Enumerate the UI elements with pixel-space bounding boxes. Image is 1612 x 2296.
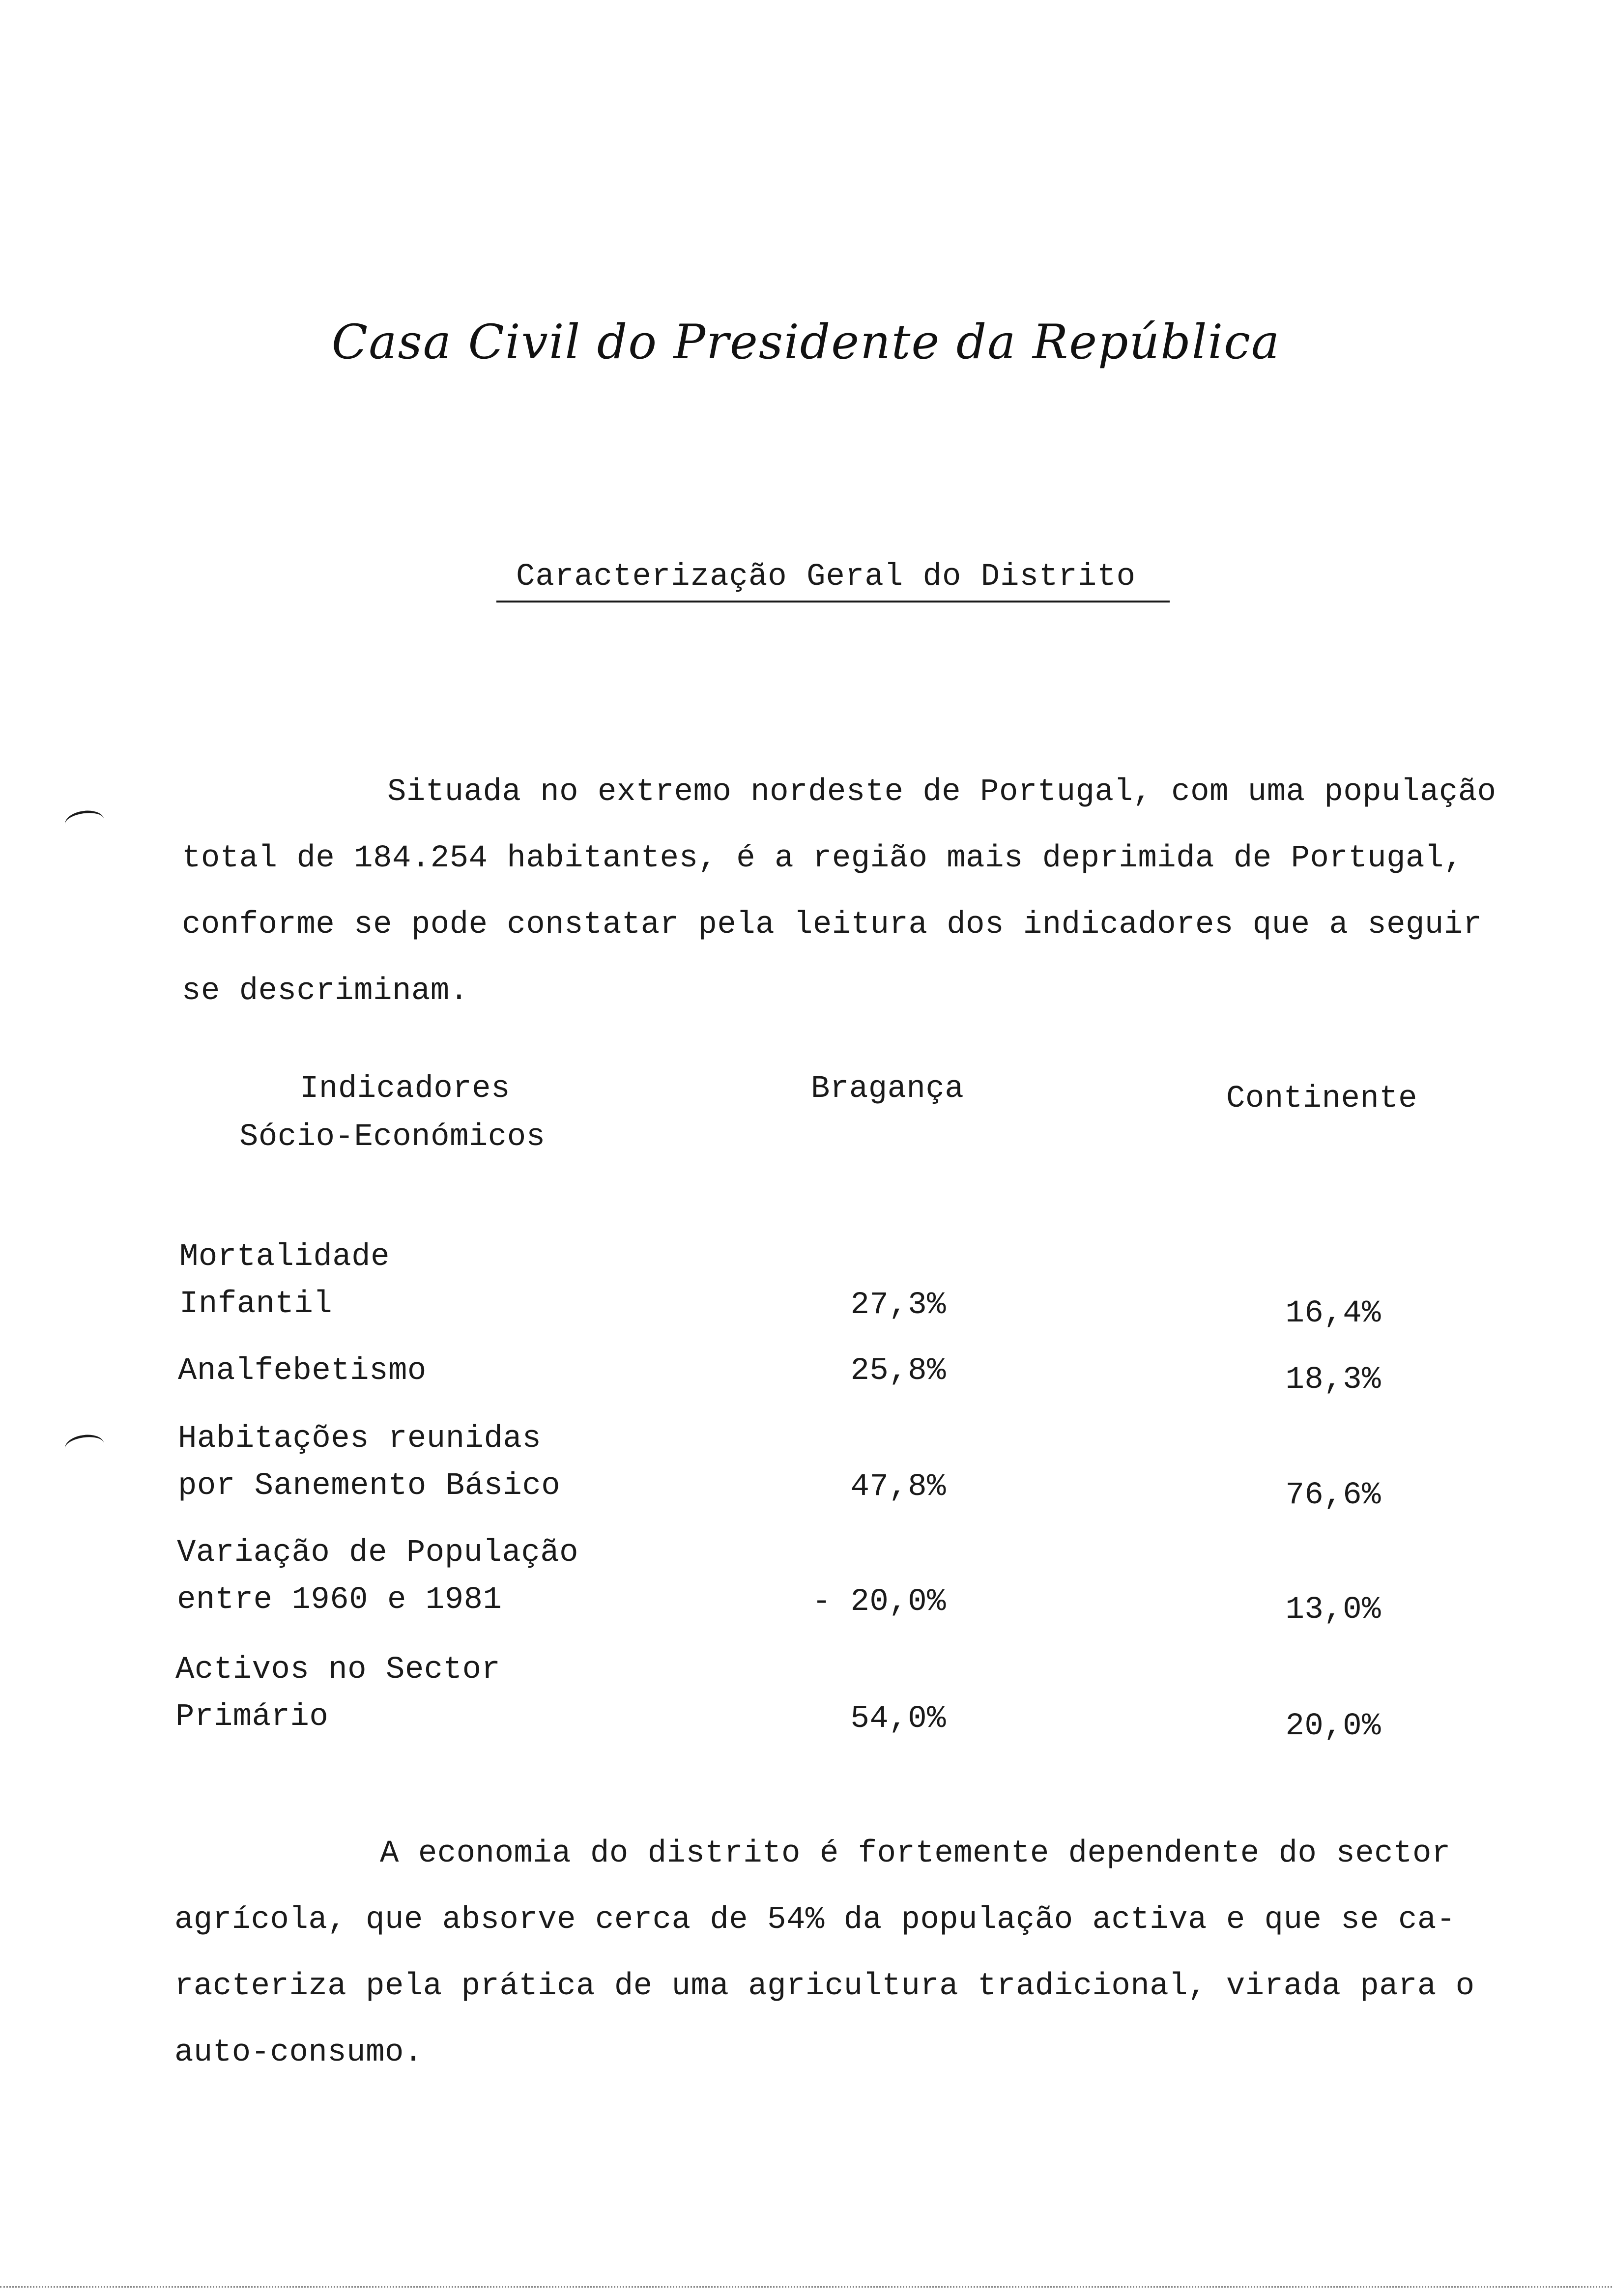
document-title: Caracterização Geral do Distrito bbox=[496, 559, 1170, 603]
header-indicators-sub: Sócio-Económicos bbox=[239, 1119, 546, 1155]
cell-continente: 16,4% bbox=[1285, 1296, 1381, 1331]
paragraph-line: Situada no extremo nordeste de Portugal, com uma população bbox=[387, 775, 1497, 810]
cell-braganca: 47,8% bbox=[850, 1469, 946, 1505]
header-indicators: Indicadores bbox=[300, 1071, 510, 1107]
closing-paragraph bbox=[174, 1821, 1546, 2086]
paragraph-line: agrícola, que absorve cerca de 54% da população activa e que se ca- bbox=[174, 1902, 1456, 1938]
row-label-variacao: Variação de População entre 1960 e 1981 bbox=[177, 1535, 579, 1618]
cell-braganca: 25,8% bbox=[850, 1353, 946, 1389]
row-label-analfebetismo: Analfebetismo bbox=[178, 1353, 427, 1389]
margin-mark bbox=[63, 1433, 105, 1460]
cell-braganca: 54,0% bbox=[850, 1701, 946, 1737]
row-label-habitacoes: Habitações reunidas por Sanemento Básico bbox=[178, 1421, 561, 1504]
paragraph-line: racteriza pela prática de uma agricultura tradicional, virada para o bbox=[174, 1969, 1475, 2004]
paragraph-line: auto-consumo. bbox=[174, 2035, 423, 2070]
paragraph-line: A economia do distrito é fortemente dependente do sector bbox=[380, 1836, 1451, 1871]
letterhead: Casa Civil do Presidente da República bbox=[331, 315, 1281, 370]
intro-paragraph bbox=[182, 759, 1553, 1025]
margin-mark bbox=[63, 808, 105, 836]
cell-continente: 76,6% bbox=[1285, 1478, 1381, 1513]
cell-braganca: 27,3% bbox=[850, 1288, 946, 1323]
row-label-activos: Activos no Sector Primário bbox=[175, 1652, 501, 1735]
paragraph-line: total de 184.254 habitantes, é a região mais deprimida de Portugal, bbox=[182, 841, 1463, 876]
cell-continente: 18,3% bbox=[1285, 1362, 1381, 1398]
paragraph-line: conforme se pode constatar pela leitura dos indicadores que a seguir bbox=[182, 907, 1482, 943]
scan-edge bbox=[0, 2286, 1612, 2288]
header-continente: Continente bbox=[1226, 1081, 1418, 1117]
header-braganca: Bragança bbox=[811, 1071, 964, 1107]
row-label-mortalidade: Mortalidade Infantil bbox=[179, 1239, 390, 1322]
cell-braganca: - 20,0% bbox=[812, 1584, 946, 1620]
cell-continente: 13,0% bbox=[1285, 1592, 1381, 1628]
paragraph-line: se descriminam. bbox=[182, 974, 469, 1009]
cell-continente: 20,0% bbox=[1285, 1709, 1381, 1744]
